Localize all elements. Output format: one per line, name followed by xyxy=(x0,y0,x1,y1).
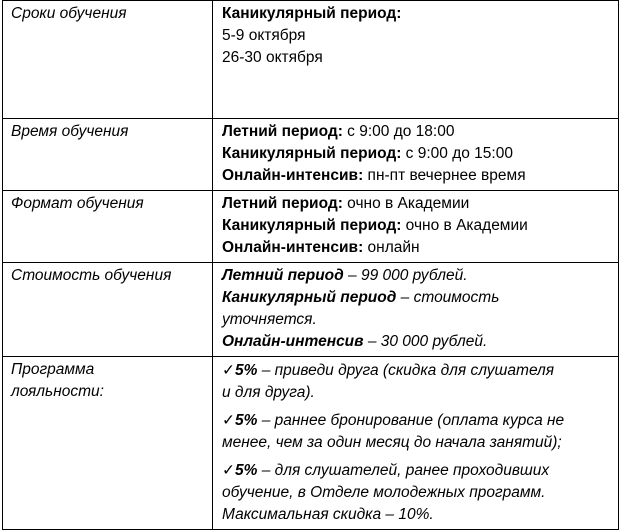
cost-online xyxy=(222,331,610,353)
loyalty-early-line-1 xyxy=(222,409,610,432)
term-value: – 30 000 рублей. xyxy=(363,333,488,350)
row-study-time xyxy=(3,119,619,191)
term: Онлайн-интенсив: xyxy=(222,239,364,256)
term: Каникулярный период: xyxy=(222,217,402,234)
label-study-time xyxy=(3,119,213,191)
term: Летний период xyxy=(222,267,344,284)
label-text-line-2: лояльности: xyxy=(11,383,104,400)
check-icon: ✓ xyxy=(222,461,235,479)
label-text: Стоимость обучения xyxy=(11,267,172,284)
format-online xyxy=(222,237,610,259)
term-value: с 9:00 до 15:00 xyxy=(401,145,513,162)
discount-percent: 5% xyxy=(235,412,258,429)
row-loyalty xyxy=(3,357,619,530)
term: Онлайн-интенсив xyxy=(222,333,364,350)
row-study-dates xyxy=(3,1,619,119)
value-study-cost xyxy=(213,263,619,357)
time-summer xyxy=(222,121,610,143)
time-holiday xyxy=(222,143,610,165)
term-value: онлайн xyxy=(363,239,420,256)
term-value: с 9:00 до 18:00 xyxy=(342,123,455,140)
term: Каникулярный период xyxy=(222,289,397,306)
cost-holiday xyxy=(222,287,610,309)
value-loyalty xyxy=(213,357,619,530)
format-summer xyxy=(222,193,610,215)
cost-summer xyxy=(222,265,610,287)
info-table xyxy=(2,0,619,530)
loyalty-friend-line-1 xyxy=(222,359,610,382)
term: Каникулярный период: xyxy=(222,145,402,162)
loyalty-alumni-line-1 xyxy=(222,459,610,482)
label-study-format xyxy=(3,191,213,263)
term: Онлайн-интенсив: xyxy=(222,167,364,184)
label-text: Время обучения xyxy=(11,123,129,140)
label-loyalty xyxy=(3,357,213,530)
discount-text: – для слушателей, ранее проходивших xyxy=(261,462,550,479)
term-value: пн-пт вечернее время xyxy=(363,167,526,184)
holiday-period-header: Каникулярный период: xyxy=(222,5,402,22)
label-text-line-1: Программа xyxy=(11,361,95,378)
label-study-dates xyxy=(3,1,213,119)
label-text: Сроки обучения xyxy=(11,5,127,22)
term-value: очно в Академии xyxy=(342,195,470,212)
discount-percent: 5% xyxy=(235,362,258,379)
discount-text: – приведи друга (скидка для слушателя xyxy=(261,362,555,379)
term-value: – 99 000 рублей. xyxy=(343,267,468,284)
loyalty-alumni-line-2: обучение, в Отделе молодежных программ. xyxy=(222,484,546,501)
row-study-cost xyxy=(3,263,619,357)
discount-text: – раннее бронирование (оплата курса не xyxy=(261,412,565,429)
term: Летний период: xyxy=(222,123,343,140)
value-study-dates xyxy=(213,1,619,119)
cost-holiday-cont: уточняется. xyxy=(222,311,317,328)
loyalty-alumni-line-3: Максимальная скидка – 10%. xyxy=(222,506,434,523)
term-value: – стоимость xyxy=(396,289,500,306)
term-value: очно в Академии xyxy=(401,217,528,234)
label-study-cost xyxy=(3,263,213,357)
row-study-format xyxy=(3,191,619,263)
date-range-2: 26-30 октября xyxy=(222,49,323,66)
loyalty-early-line-2: менее, чем за один месяц до начала занятий); xyxy=(222,434,562,451)
check-icon: ✓ xyxy=(222,361,235,379)
label-text: Формат обучения xyxy=(11,195,144,212)
value-study-time xyxy=(213,119,619,191)
value-study-format xyxy=(213,191,619,263)
check-icon: ✓ xyxy=(222,411,235,429)
time-online xyxy=(222,165,610,187)
discount-percent: 5% xyxy=(235,462,258,479)
term: Летний период: xyxy=(222,195,343,212)
loyalty-friend-line-2: и для друга). xyxy=(222,384,315,401)
format-holiday xyxy=(222,215,610,237)
date-range-1: 5-9 октября xyxy=(222,27,306,44)
